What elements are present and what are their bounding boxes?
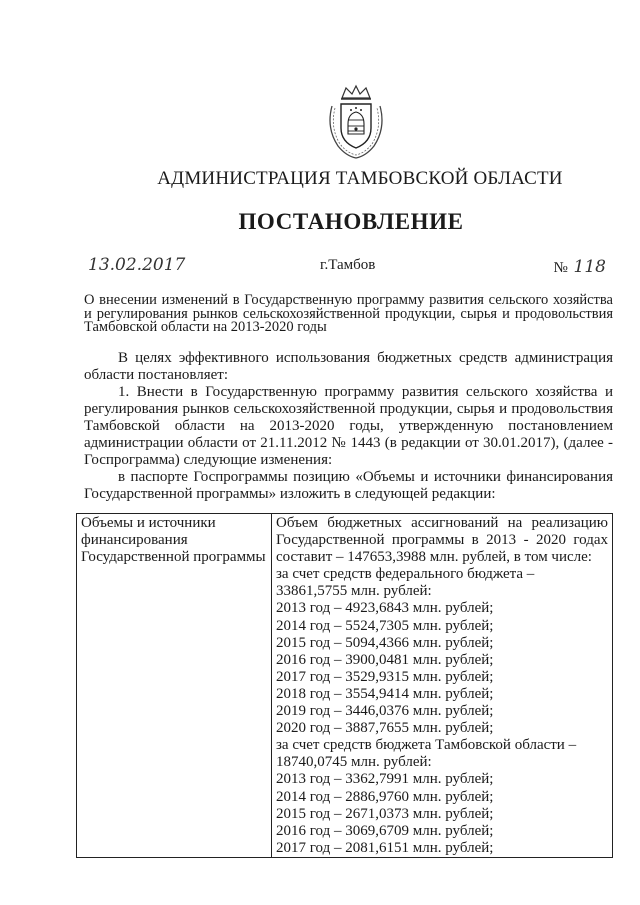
funding-year-line: 2015 год – 5094,4366 млн. рублей; xyxy=(276,634,494,651)
document-meta-row xyxy=(84,257,606,281)
funding-year-line: 2018 год – 3554,9414 млн. рублей; xyxy=(276,685,494,702)
funding-year-line: 2019 год – 3446,0376 млн. рублей; xyxy=(276,703,494,720)
passport-table xyxy=(76,513,613,858)
document-city: г.Тамбов xyxy=(320,257,376,273)
federal-heading: за счет средств федерального бюджета – xyxy=(276,566,535,583)
table-cell-label: Объемы и источники финансирования Государственной программы xyxy=(77,514,272,858)
funding-year-line: 2013 год – 4923,6843 млн. рублей; xyxy=(276,600,494,617)
document-type-title: ПОСТАНОВЛЕНИЕ xyxy=(238,209,464,234)
body-paragraph-2: 1. Внести в Государственную программу развития сельского хозяйства и регулирования рынков сельскохозяйственной продукции, сырья и продовольствия Тамбовской области на 2013-2020 годы, утвержденную постановлением администрации области от 21.11.2012 № 1443 (в редакции от 30.01.2017), (далее - Госпрограмма) следующие изменения: xyxy=(84,384,613,468)
document-date: 13.02.2017 xyxy=(88,255,186,275)
funding-year-line: 2016 год – 3900,0481 млн. рублей; xyxy=(276,651,494,668)
funding-year-line: 2015 год – 2671,0373 млн. рублей; xyxy=(276,805,494,822)
document-number xyxy=(553,257,606,277)
regional-total: 18740,0745 млн. рублей: xyxy=(276,754,432,771)
regional-heading: за счет средств бюджета Тамбовской области – xyxy=(276,737,577,754)
funding-year-line: 2017 год – 2081,6151 млн. рублей; xyxy=(276,839,494,856)
funding-year-line: 2014 год – 2886,9760 млн. рублей; xyxy=(276,788,494,805)
document-subject: О внесении изменений в Государственную программу развития сельского хозяйства и регулирования рынков сельскохозяйственной продукции, сырья и продовольствия Тамбовской области на 2013-2020 годы xyxy=(84,292,613,335)
funding-year-line: 2017 год – 3529,9315 млн. рублей; xyxy=(276,668,494,685)
funding-intro: Объем бюджетных ассигнований на реализацию Государственной программы в 2013 - 2020 годах составит – 147653,3988 млн. рублей, в том числе: xyxy=(276,515,608,566)
body-paragraph-3: в паспорте Госпрограммы позицию «Объемы и источники финансирования Государственной программы» изложить в следующей редакции: xyxy=(84,469,613,502)
funding-year-line: 2014 год – 5524,7305 млн. рублей; xyxy=(276,617,494,634)
document-body xyxy=(84,350,613,503)
body-paragraph-1: В целях эффективного использования бюджетных средств администрация области постановляет: xyxy=(84,350,613,383)
funding-year-line: 2013 год – 3362,7991 млн. рублей; xyxy=(276,771,494,788)
federal-total: 33861,5755 млн. рублей: xyxy=(276,583,432,600)
organization-name: АДМИНИСТРАЦИЯ ТАМБОВСКОЙ ОБЛАСТИ xyxy=(157,168,563,189)
number-label: № xyxy=(553,260,568,276)
funding-year-line: 2020 год – 3887,7655 млн. рублей; xyxy=(276,720,494,737)
table-row xyxy=(77,514,613,858)
table-cell-funding xyxy=(272,514,613,858)
number-value: 118 xyxy=(573,257,606,277)
tambov-coat-of-arms-icon xyxy=(324,84,388,160)
funding-year-line: 2016 год – 3069,6709 млн. рублей; xyxy=(276,822,494,839)
